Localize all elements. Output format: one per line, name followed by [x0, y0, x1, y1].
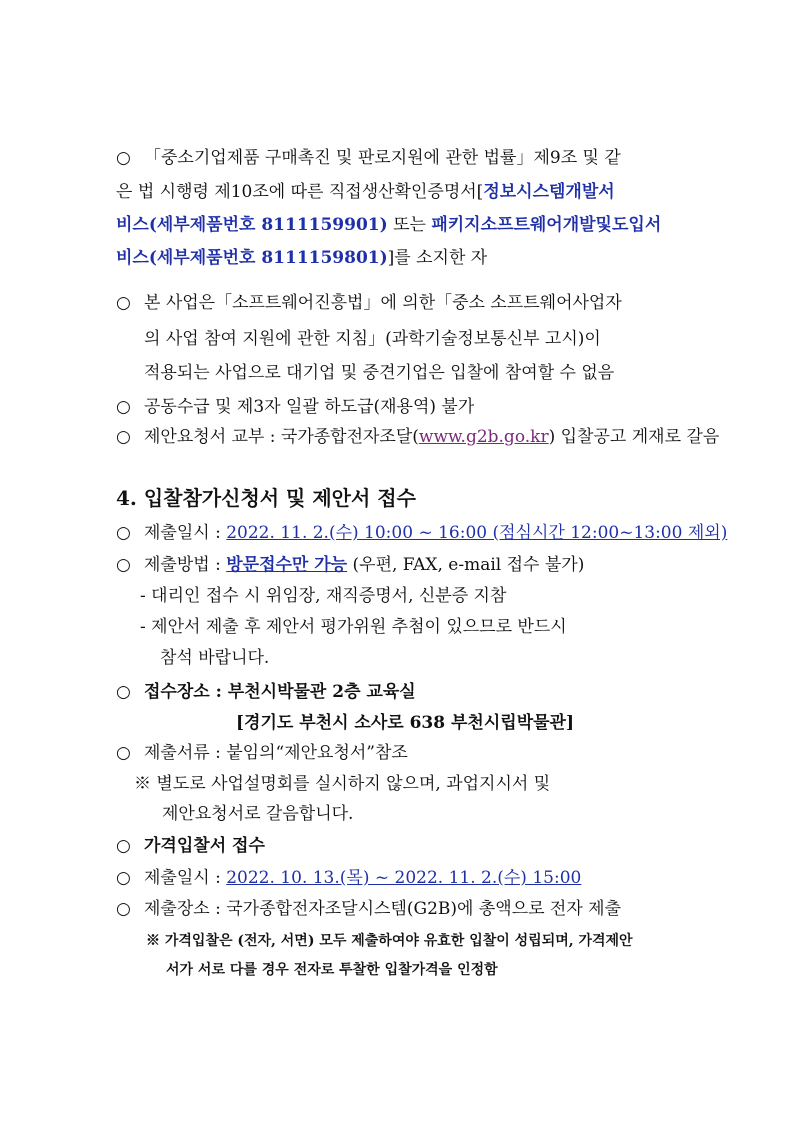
price-bid-note: ※ 가격입찰은 (전자, 서면) 모두 제출하여야 유효한 입찰이 성립되며, 가격제안	[146, 933, 633, 949]
price-bid-place: ○ 제출장소 : 국가종합전자조달시스템(G2B)에 총액으로 전자 제출	[116, 899, 622, 919]
g2b-link[interactable]: www.g2b.go.kr	[418, 427, 549, 447]
briefing-note-cont: 제안요청서로 갈음합니다.	[162, 804, 354, 824]
agent-note: - 대리인 접수 시 위임장, 재직증명서, 신분증 지참	[140, 586, 507, 606]
submission-method: ○ 제출방법 : 방문접수만 가능 (우편, FAX, e-mail 접수 불가)	[116, 555, 585, 575]
submission-date: ○ 제출일시 : 2022. 11. 2.(수) 10:00 ~ 16:00 (점심시간 12:00~13:00 제외)	[116, 523, 728, 543]
evaluator-note-cont: 참석 바랍니다.	[160, 648, 270, 668]
eligibility-line-3: 비스(세부제품번호 8111159901) 또는 패키지소프트웨어개발및도입서	[116, 215, 662, 235]
price-bid-date: ○ 제출일시 : 2022. 10. 13.(목) ~ 2022. 11. 2.(수) 15:00	[116, 868, 582, 888]
eligibility-line-4: 비스(세부제품번호 8111159801)]를 소지한 자	[116, 248, 488, 268]
rule-sw-line-1: ○ 본 사업은「소프트웨어진흥법」에 의한「중소 소프트웨어사업자	[116, 293, 622, 313]
bullet: ○	[116, 148, 131, 168]
evaluator-note: - 제안서 제출 후 제안서 평가위원 추첨이 있으므로 반드시	[140, 617, 567, 637]
submission-docs: ○ 제출서류 : 붙임의“제안요청서”참조	[116, 743, 408, 763]
section-4-title: 4. 입찰참가신청서 및 제안서 접수	[116, 486, 416, 510]
rule-subcontract: ○ 공동수급 및 제3자 일괄 하도급(재용역) 불가	[116, 397, 475, 417]
rule-rfp-distribution: ○ 제안요청서 교부 : 국가종합전자조달(www.g2b.go.kr) 입찰공고 게재로 갈음	[116, 427, 720, 447]
price-bid-note-cont: 서가 서로 다를 경우 전자로 투찰한 입찰가격을 인정함	[166, 962, 498, 978]
eligibility-line-1: ○ 「중소기업제품 구매촉진 및 판로지원에 관한 법률」제9조 및 같	[116, 148, 621, 168]
rule-sw-line-2: 의 사업 참여 지원에 관한 지침」(과학기술정보통신부 고시)이	[144, 329, 601, 349]
price-bid-title: ○ 가격입찰서 접수	[116, 836, 265, 856]
rule-sw-line-3: 적용되는 사업으로 대기업 및 중견기업은 입찰에 참여할 수 없음	[144, 363, 615, 383]
briefing-note: ※ 별도로 사업설명회를 실시하지 않으며, 과업지시서 및	[134, 774, 551, 794]
eligibility-line-2: 은 법 시행령 제10조에 따른 직접생산확인증명서[정보시스템개발서	[116, 182, 615, 202]
submission-address: [경기도 부천시 소사로 638 부천시립박물관]	[236, 713, 574, 733]
submission-place: ○ 접수장소 : 부천시박물관 2층 교육실	[116, 682, 416, 702]
